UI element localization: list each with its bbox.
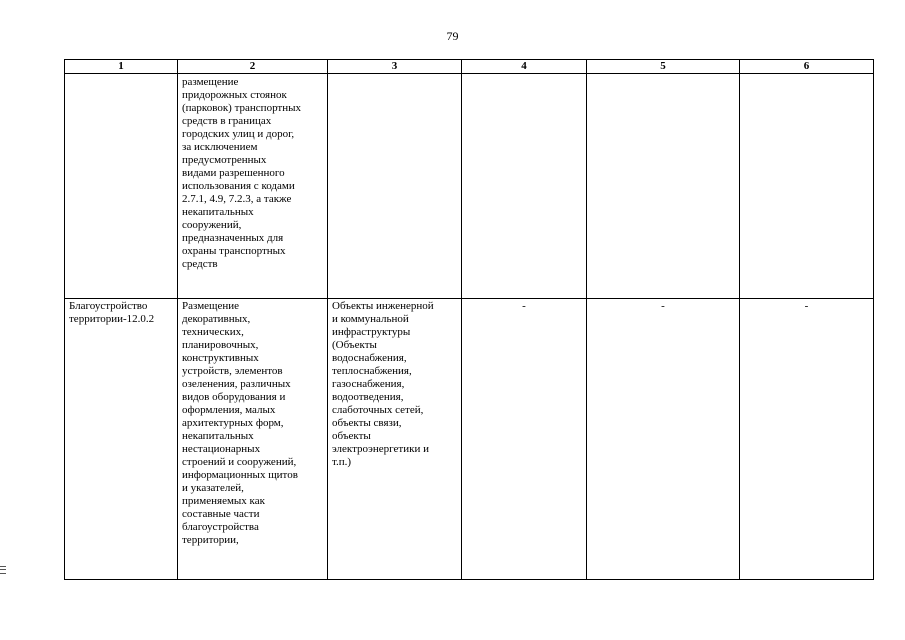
table-cell [65,74,178,299]
table-cell [462,74,587,299]
column-header-3: 3 [328,60,462,74]
column-header-2: 2 [178,60,328,74]
table-cell [740,74,874,299]
column-header-4: 4 [462,60,587,74]
table-cell [65,299,178,580]
table-cell [328,74,462,299]
table-cell: - [587,299,740,580]
auxiliary-use-description: Объекты инженерной и коммунальной инфраструктуры (Объекты водоснабжения, теплоснабжения, газоснабжения, водоотведения, слаботочных сетей, объекты связи, объекты электроэнергетики и т.п.) [332,300,434,468]
column-header-6: 6 [740,60,874,74]
permitted-use-description: Размещение декоративных, технических, планировочных, конструктивных устройств, элементов озеленения, различных видов оборудования и оформления, малых архитектурных форм, некапитальных нестационарных строений и сооружений, информационных щитов и указателей, применяемых как составные части благоустройства территории, [182,300,298,546]
use-type-name: Благоустройство территории-12.0.2 [69,300,155,325]
table-header-row [65,60,874,74]
table-cell [587,74,740,299]
table-row [65,299,874,580]
table-cell [178,299,328,580]
regulations-table [64,59,874,580]
table-cell: - [740,299,874,580]
column-header-1: 1 [65,60,178,74]
margin-mark [0,566,6,574]
table-row [65,74,874,299]
permitted-use-description: размещение придорожных стоянок (парковок) транспортных средств в границах городских улиц и дорог, за исключением предусмотренных видами разрешенного использования с кодами 2.7.1, 4.9, 7.2.3, а также некапитальных сооружений, предназначенных для охраны транспортных средств [182,76,302,270]
table-cell [178,74,328,299]
page-number: 79 [446,29,459,43]
table-cell: - [462,299,587,580]
column-header-5: 5 [587,60,740,74]
table-cell [328,299,462,580]
